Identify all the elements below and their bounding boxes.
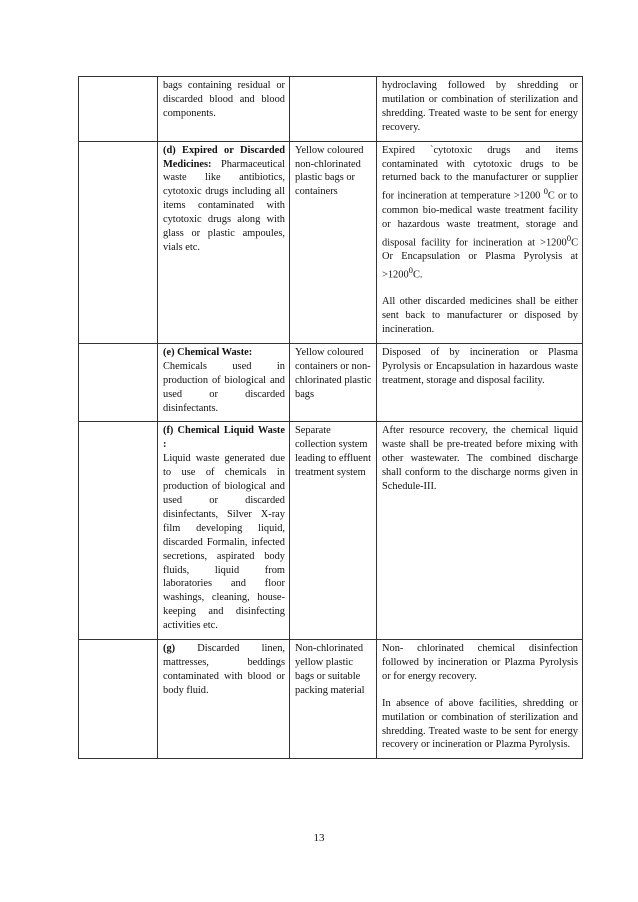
superscript: 0: [543, 186, 548, 197]
category-body: Discarded linen, mattresses, beddings contaminated with blood or body fluid.: [163, 643, 285, 696]
container-cell: [290, 141, 377, 343]
treatment-cell: [377, 343, 583, 422]
container-cell: [290, 343, 377, 422]
category-cell: [158, 343, 290, 422]
empty-cell: [79, 422, 158, 640]
category-body: bags containing residual or discarded blood and blood components.: [163, 80, 285, 119]
table-row: [79, 422, 583, 640]
treatment-cell: [377, 640, 583, 759]
container-cell: [290, 77, 377, 142]
category-title: (e) Chemical Waste:: [163, 346, 253, 358]
treatment-text: [382, 144, 578, 283]
category-cell: [158, 141, 290, 343]
category-body: Chemicals used in production of biological and used or discarded disinfectants.: [163, 360, 285, 414]
treatment-text: All other discarded medicines shall be either sent back to manufacturer or disposed by incineration.: [382, 296, 578, 335]
page-number: 13: [313, 832, 325, 844]
empty-cell: [79, 343, 158, 422]
category-cell: [158, 422, 290, 640]
treatment-part: Expired `cytotoxic drugs and items contaminated with cytotoxic drugs to be returned back to the manufacturer or supplier for incineration at temperature >1200: [382, 144, 578, 202]
category-body: Liquid waste generated due to use of chemicals in production of biological and used or discarded disinfectants, Silver X-ray film developing liquid, discarded Formalin, infected secretions, aspirated body fluids, liquid from laboratories and floor washings, cleaning, house-keeping and disinfecting activities etc.: [163, 453, 285, 632]
treatment-part: C.: [412, 269, 423, 281]
treatment-text: In absence of above facilities, shredding or mutilation or combination of sterilization and shredding. Treated waste to be sent for energy recovery or incineration or Plazma Pyrolysis.: [382, 697, 578, 751]
treatment-cell: [377, 77, 583, 142]
container-text: Yellow coloured containers or non-chlorinated plastic bags: [295, 346, 372, 400]
table-row: [79, 640, 583, 759]
table-row: [79, 343, 583, 422]
container-text: Separate collection system leading to effluent treatment system: [295, 425, 371, 479]
treatment-text: Non- chlorinated chemical disinfection followed by incineration or Plazma Pyrolysis or for energy recovery.: [382, 643, 578, 682]
container-cell: [290, 422, 377, 640]
waste-table: [78, 76, 583, 759]
container-text: Yellow coloured non-chlorinated plastic bags or containers: [295, 144, 364, 198]
container-text: Non-chlorinated yellow plastic bags or suitable packing material: [295, 643, 365, 696]
empty-cell: [79, 77, 158, 142]
treatment-part: C or to common bio-medical waste treatment facility or hazardous waste treatment, storage and disposal facility for incineration at >1200: [382, 190, 578, 248]
container-cell: [290, 640, 377, 759]
category-title: (f) Chemical Liquid Waste :: [163, 425, 285, 451]
treatment-text: Disposed of by incineration or Plasma Pyrolysis or Encapsulation in hazardous waste treatment, storage and disposal facility.: [382, 346, 578, 386]
treatment-part: C Or Encapsulation or Plasma Pyrolysis at >1200: [382, 237, 578, 281]
treatment-text: hydroclaving followed by shredding or mutilation or combination of sterilization and shredding. Treated waste to be sent for energy recovery.: [382, 80, 578, 133]
category-body: Pharmaceutical waste like antibiotics, cytotoxic drugs including all items contaminated with cytotoxic drugs along with glass or plastic ampoules, vials etc.: [163, 158, 285, 253]
table-row: [79, 77, 583, 142]
superscript: 0: [408, 264, 413, 275]
treatment-cell: [377, 422, 583, 640]
table-row: [79, 141, 583, 343]
category-title: (g): [163, 643, 176, 655]
treatment-text: After resource recovery, the chemical liquid waste shall be pre-treated before mixing with other wastewater. The combined discharge shall conform to the discharge norms given in Schedule-III.: [382, 425, 578, 493]
empty-cell: [79, 141, 158, 343]
category-cell: [158, 640, 290, 759]
treatment-cell: [377, 141, 583, 343]
category-title: (d) Expired or Discarded Medicines:: [163, 144, 285, 170]
category-cell: [158, 77, 290, 142]
superscript: 0: [566, 232, 572, 243]
empty-cell: [79, 640, 158, 759]
